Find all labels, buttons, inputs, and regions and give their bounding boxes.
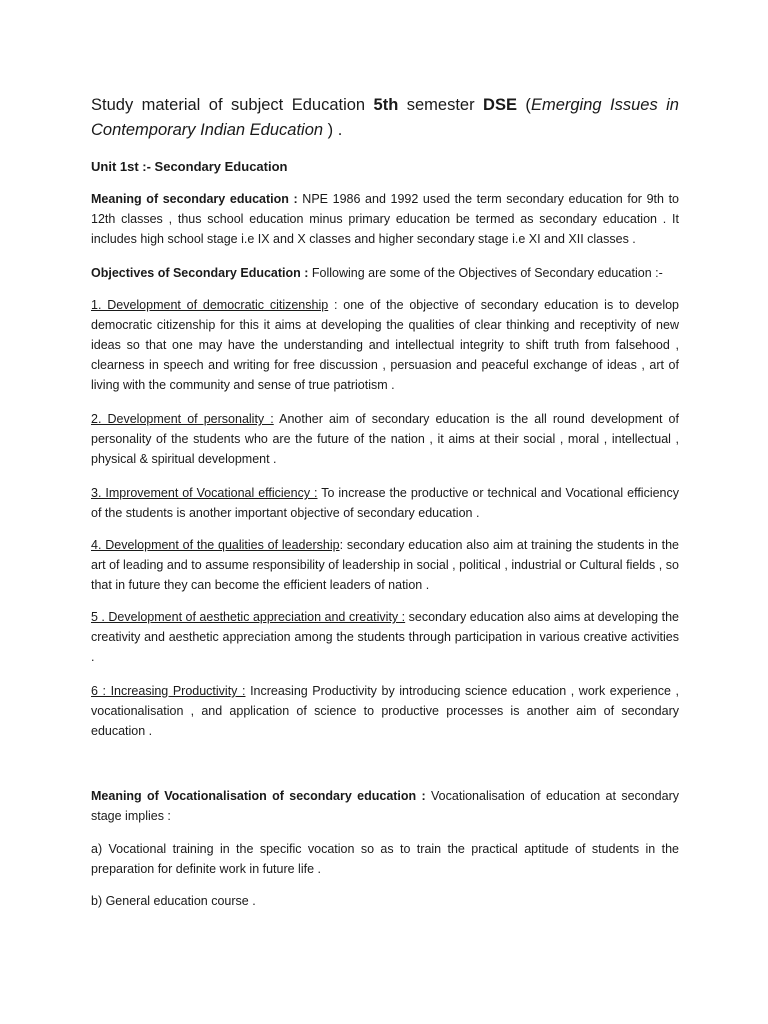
objective-text: Increasing Productivity by introducing science education , work experience , vocationalisation , and application of science to productive processes is another aim of secondary education . <box>91 684 679 738</box>
meaning-heading: Meaning of secondary education : <box>91 192 298 206</box>
title-semester-number: 5th <box>373 96 399 114</box>
vocational-text: Vocationalisation of education at secondary stage implies : <box>91 789 679 823</box>
objective-heading: 3. Improvement of Vocational efficiency : <box>91 486 318 500</box>
objective-item <box>91 681 679 741</box>
meaning-text: NPE 1986 and 1992 used the term secondary education for 9th to 12th classes , thus school education minus primary education be termed as secondary education . It includes high school stage i.e IX and X classes and higher secondary stage i.e XI and XII classes . <box>91 192 679 246</box>
title-open-paren: ( <box>516 96 531 114</box>
objective-text: Another aim of secondary education is the all round development of personality of the students who are the future of the nation , it aims at their social , moral , intellectual , physical & spiritual development . <box>91 412 679 466</box>
vocational-heading: Meaning of Vocationalisation of secondary education : <box>91 789 426 803</box>
objective-separator: : <box>328 298 344 312</box>
objective-text: secondary education also aim at training the students in the art of leading and to assume responsibility of leadership in social , political , industrial or Cultural fields , so that in future they can become the efficient leaders of nation . <box>91 538 680 592</box>
document-title <box>91 93 679 143</box>
objective-heading: 1. Development of democratic citizenship <box>91 298 329 312</box>
objective-heading: 4. Development of the qualities of leadership <box>91 538 340 552</box>
objective-separator: : <box>339 538 347 552</box>
objective-text: one of the objective of secondary education is to develop democratic citizenship for this it aims at developing the qualities of clear thinking and receptivity of new ideas so that one may have the understanding and intellectual integrity to shift truth from falsehood , clearness in speech and writing for free discussion , persuasion and peaceful exchange of ideas , art of living with the community and sense of true patriotism . <box>91 298 680 392</box>
objective-text: To increase the productive or technical and Vocational efficiency of the students is another important objective of secondary education . <box>91 486 680 520</box>
objectives-intro-heading: Objectives of Secondary Education : <box>91 266 309 280</box>
objective-item <box>91 535 679 595</box>
unit-heading: Unit 1st :- Secondary Education <box>91 159 288 174</box>
objective-heading: 2. Development of personality : <box>91 412 274 426</box>
title-semester-word: semester <box>398 96 484 114</box>
objective-heading: 6 : Increasing Productivity : <box>91 684 246 698</box>
title-close: ) . <box>323 121 343 139</box>
objective-text: secondary education also aims at developing the creativity and aesthetic appreciation among the students through participation in various creative activities . <box>91 610 679 664</box>
meaning-paragraph <box>91 189 679 249</box>
objective-item <box>91 409 679 469</box>
title-prefix: Study material of subject Education <box>91 96 374 114</box>
title-dse: DSE <box>483 96 517 114</box>
objective-heading: 5 . Development of aesthetic appreciation and creativity : <box>91 610 406 624</box>
vocational-paragraph <box>91 786 679 826</box>
title-course-name: Emerging Issues in Contemporary Indian Education <box>91 96 679 139</box>
objective-item <box>91 607 679 667</box>
objective-item <box>91 483 679 523</box>
vocational-item-b: b) General education course . <box>91 894 256 908</box>
objectives-intro-text: Following are some of the Objectives of Secondary education :- <box>308 266 663 280</box>
vocational-item-a: a) Vocational training in the specific vocation so as to train the practical aptitude of students in the preparation for definite work in future life . <box>91 842 679 876</box>
objective-item <box>91 295 679 395</box>
objectives-intro-paragraph <box>91 263 679 283</box>
